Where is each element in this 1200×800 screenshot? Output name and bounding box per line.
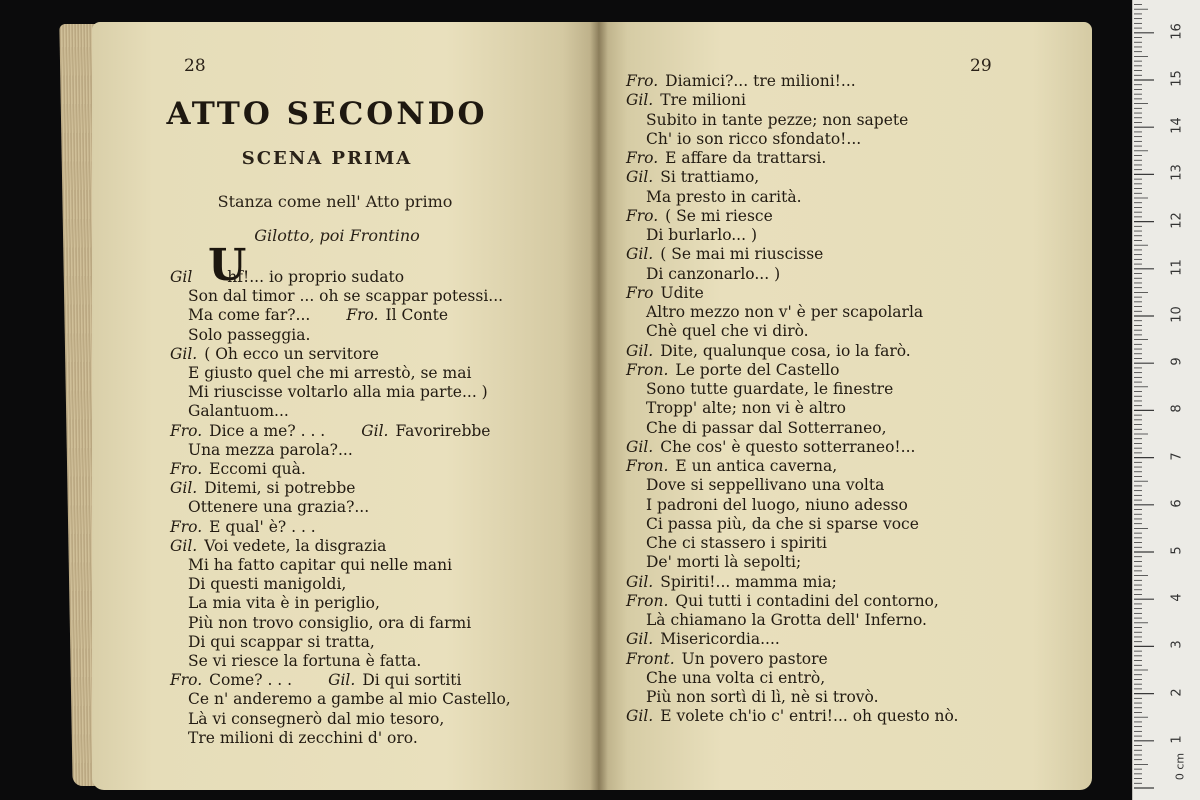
text-line bbox=[188, 498, 369, 517]
text-line bbox=[626, 342, 911, 361]
speaker-label: Gil. bbox=[626, 91, 654, 110]
text-line bbox=[626, 457, 837, 476]
speaker-label: Fron. bbox=[626, 591, 669, 610]
text-line bbox=[646, 553, 801, 572]
ruler-number: 8 bbox=[1169, 404, 1185, 414]
ruler-number: 11 bbox=[1169, 259, 1185, 276]
text-line bbox=[646, 611, 927, 630]
verse-text: Misericordia.... bbox=[660, 630, 780, 649]
speaker-label: Fro. bbox=[170, 460, 203, 478]
verse-text: ( Se mi riesce bbox=[665, 206, 773, 225]
verse-text: Là vi consegnerò dal mio tesoro, bbox=[188, 709, 445, 728]
text-line bbox=[188, 594, 380, 613]
speaker-label: Fro. bbox=[346, 306, 379, 325]
verse-text: Ma presto in carità. bbox=[646, 187, 802, 206]
text-line bbox=[188, 306, 448, 325]
verse-text: Eccomi quà. bbox=[209, 460, 306, 478]
verse-text: Udite bbox=[660, 283, 704, 302]
text-line bbox=[646, 399, 846, 418]
text-line bbox=[646, 111, 908, 130]
text-line bbox=[626, 573, 837, 592]
verse-text: E qual' è? . . . bbox=[209, 517, 316, 536]
verse-text: La mia vita è in periglio, bbox=[188, 594, 380, 613]
verse-text: Voi vedete, la disgrazia bbox=[204, 536, 387, 555]
text-line bbox=[626, 707, 958, 726]
page-number-left: 28 bbox=[184, 56, 206, 76]
speaker-label: Fro. bbox=[626, 149, 659, 167]
text-line bbox=[646, 130, 861, 149]
text-line bbox=[170, 422, 490, 441]
text-line bbox=[188, 383, 488, 402]
ruler-number: 2 bbox=[1169, 687, 1185, 697]
speaker-label: Fro. bbox=[170, 421, 203, 440]
text-line bbox=[188, 556, 452, 575]
verse-text: Tre milioni bbox=[660, 91, 746, 110]
verse-text: Si trattiamo, bbox=[660, 168, 760, 187]
text-line bbox=[646, 515, 919, 534]
text-line bbox=[646, 419, 887, 438]
verse-text: Dove si seppellivano una volta bbox=[646, 476, 885, 495]
text-line bbox=[188, 710, 444, 729]
text-line bbox=[626, 149, 826, 168]
right-page bbox=[598, 22, 1092, 790]
text-line bbox=[170, 671, 462, 690]
verse-text: Solo passeggia. bbox=[188, 325, 311, 344]
text-line bbox=[170, 537, 386, 556]
verse-text: Il Conte bbox=[385, 306, 449, 325]
verse-text: Un povero pastore bbox=[681, 649, 828, 668]
ruler-number: 9 bbox=[1169, 357, 1185, 366]
act-title: ATTO SECONDO bbox=[166, 96, 488, 132]
drop-cap: U bbox=[208, 240, 247, 291]
verse-text: Chè quel che vi dirò. bbox=[646, 322, 809, 341]
speaker-label: Fro bbox=[626, 283, 654, 302]
scene-title: SCENA PRIMA bbox=[241, 148, 413, 169]
text-line bbox=[188, 652, 421, 671]
ruler-number: 12 bbox=[1169, 211, 1185, 229]
ruler-number: 5 bbox=[1169, 546, 1185, 555]
verse-text: Mi riuscisse voltarlo alla mia parte... ) bbox=[188, 383, 488, 402]
speaker-label: Fro. bbox=[626, 206, 659, 225]
speaker-label: Gil. bbox=[170, 536, 198, 555]
text-line bbox=[626, 361, 839, 380]
text-line bbox=[188, 326, 310, 345]
verse-text: Di qui scappar si tratta, bbox=[188, 632, 375, 651]
text-line bbox=[188, 575, 346, 594]
verse-text: E volete ch'io c' entri!... oh questo nò. bbox=[660, 707, 959, 726]
verse-text: Favorirebbe bbox=[395, 421, 491, 440]
text-line bbox=[626, 91, 746, 110]
character-list: Gilotto, poi Frontino bbox=[254, 226, 420, 245]
text-line bbox=[626, 72, 856, 91]
verse-text: Se vi riesce la fortuna è fatta. bbox=[188, 652, 422, 670]
verse-text: Qui tutti i contadini del contorno, bbox=[675, 591, 939, 610]
speaker-label: Gil bbox=[170, 268, 193, 286]
ruler-number: 1 bbox=[1169, 735, 1185, 744]
verse-text: ( Se mai mi riuscisse bbox=[660, 245, 824, 264]
text-line bbox=[626, 592, 939, 611]
speaker-label: Gil. bbox=[170, 479, 198, 498]
ruler-ticks bbox=[1133, 0, 1200, 800]
ruler-number: 14 bbox=[1169, 117, 1185, 134]
speaker-label: Fro. bbox=[626, 72, 659, 90]
verse-text: Ditemi, si potrebbe bbox=[204, 479, 356, 498]
ruler-number: 7 bbox=[1169, 451, 1185, 461]
verse-text: Subito in tante pezze; non sapete bbox=[646, 110, 909, 129]
verse-text: Diamici?... tre milioni!... bbox=[665, 72, 856, 90]
text-line bbox=[188, 441, 353, 460]
text-line bbox=[646, 534, 827, 553]
verse-text: E giusto quel che mi arrestò, se mai bbox=[188, 364, 472, 382]
text-line bbox=[646, 669, 825, 688]
verse-text: Son dal timor ... oh se scappar potessi... bbox=[188, 287, 504, 306]
text-line bbox=[646, 303, 923, 322]
text-line bbox=[626, 168, 759, 187]
text-line bbox=[626, 207, 773, 226]
verse-text: Dice a me? . . . bbox=[209, 421, 326, 440]
verse-text: Di questi manigoldi, bbox=[188, 575, 347, 594]
text-line bbox=[646, 265, 780, 284]
verse-text: Di qui sortiti bbox=[362, 671, 462, 690]
verse-text: Mi ha fatto capitar qui nelle mani bbox=[188, 556, 453, 574]
verse-text: Galantuom... bbox=[188, 402, 289, 421]
verse-text: Una mezza parola?... bbox=[188, 440, 353, 459]
text-line bbox=[646, 188, 802, 207]
speaker-label: Gil. bbox=[626, 437, 654, 456]
text-line bbox=[626, 245, 823, 264]
verse-text: I padroni del luogo, niuno adesso bbox=[646, 495, 908, 514]
verse-text: E un antica caverna, bbox=[675, 457, 838, 475]
speaker-label: Gil. bbox=[626, 168, 654, 187]
verse-text: Tropp' alte; non vi è altro bbox=[646, 399, 846, 418]
verse-text: Dite, qualunque cosa, io la farò. bbox=[660, 341, 911, 360]
stage-direction: Stanza come nell' Atto primo bbox=[217, 192, 453, 211]
ruler-number: 16 bbox=[1169, 23, 1185, 40]
ruler-number: 3 bbox=[1169, 640, 1185, 650]
text-line bbox=[646, 688, 879, 707]
text-line bbox=[188, 690, 511, 709]
verse-text: Come? . . . bbox=[209, 671, 293, 690]
page-number-right: 29 bbox=[970, 56, 992, 76]
text-line bbox=[188, 364, 471, 383]
verse-text: Spiriti!... mamma mia; bbox=[660, 572, 837, 591]
measurement-ruler bbox=[1132, 0, 1200, 800]
text-line bbox=[646, 496, 908, 515]
text-line bbox=[626, 284, 704, 303]
text-line bbox=[188, 614, 471, 633]
speaker-label: Gil. bbox=[170, 344, 198, 363]
verse-text: Che ci stassero i spiriti bbox=[646, 534, 827, 552]
verse-text: Di canzonarlo... ) bbox=[646, 264, 781, 283]
speaker-label: Gil. bbox=[626, 341, 654, 360]
verse-text: Più non trovo consiglio, ora di farmi bbox=[188, 613, 472, 632]
verse-text: Di burlarlo... ) bbox=[646, 226, 758, 244]
speaker-label: Fro. bbox=[170, 517, 203, 536]
verse-text: Più non sortì di lì, nè si trovò. bbox=[646, 688, 879, 706]
book-gutter bbox=[590, 22, 608, 790]
verse-text: Ci passa più, da che si sparse voce bbox=[646, 514, 919, 533]
speaker-label: Fron. bbox=[626, 360, 669, 379]
text-line bbox=[170, 268, 404, 287]
text-line bbox=[626, 650, 828, 669]
text-line bbox=[646, 476, 884, 495]
verse-text: Sono tutte guardate, le finestre bbox=[646, 380, 894, 398]
text-line bbox=[626, 438, 915, 457]
speaker-label: Fron. bbox=[626, 457, 669, 475]
verse-text: E affare da trattarsi. bbox=[665, 149, 827, 167]
speaker-label: Gil. bbox=[361, 421, 389, 440]
verse-text: De' morti là sepolti; bbox=[646, 553, 802, 572]
speaker-label: Gil. bbox=[328, 671, 356, 690]
speaker-label: Front. bbox=[626, 649, 675, 668]
text-line bbox=[646, 380, 893, 399]
verse-text: Là chiamano la Grotta dell' Inferno. bbox=[646, 611, 927, 629]
text-line bbox=[170, 518, 316, 537]
text-line bbox=[170, 479, 355, 498]
verse-text: Ottenere una grazia?... bbox=[188, 498, 370, 517]
verse-text: Che cos' è questo sotterraneo!... bbox=[660, 437, 916, 456]
verse-text: Ch' io son ricco sfondato!... bbox=[646, 129, 862, 148]
verse-text: Le porte del Castello bbox=[675, 360, 840, 379]
ruler-number: 15 bbox=[1169, 70, 1185, 87]
text-line bbox=[188, 287, 503, 306]
verse-text: Ma come far?... bbox=[188, 306, 311, 325]
ruler-unit-label: 0 cm bbox=[1173, 752, 1187, 781]
verse-text: Tre milioni di zecchini d' oro. bbox=[188, 728, 418, 747]
verse-text: Altro mezzo non v' è per scapolarla bbox=[646, 303, 924, 321]
verse-text: ( Oh ecco un servitore bbox=[204, 344, 379, 363]
speaker-label: Gil. bbox=[626, 630, 654, 649]
ruler-number: 13 bbox=[1169, 164, 1185, 182]
text-line bbox=[626, 630, 780, 649]
verse-text: Che di passar dal Sotterraneo, bbox=[646, 418, 887, 437]
text-line bbox=[170, 345, 379, 364]
text-line bbox=[646, 226, 757, 245]
text-line bbox=[170, 460, 306, 479]
text-line bbox=[188, 633, 375, 652]
speaker-label: Gil. bbox=[626, 245, 654, 264]
text-line bbox=[188, 402, 289, 421]
left-page bbox=[92, 22, 598, 790]
text-line bbox=[646, 322, 809, 341]
speaker-label: Fro. bbox=[170, 671, 203, 690]
speaker-label: Gil. bbox=[626, 707, 654, 726]
speaker-label: Gil. bbox=[626, 572, 654, 591]
text-line bbox=[188, 729, 418, 748]
verse-text: Ce n' anderemo a gambe al mio Castello, bbox=[188, 690, 511, 709]
ruler-number: 10 bbox=[1169, 306, 1185, 323]
ruler-number: 4 bbox=[1169, 593, 1185, 602]
verse-text: Che una volta ci entrò, bbox=[646, 668, 826, 687]
ruler-number: 6 bbox=[1169, 499, 1185, 508]
verse-text: hf!... io proprio sudato bbox=[227, 268, 405, 286]
